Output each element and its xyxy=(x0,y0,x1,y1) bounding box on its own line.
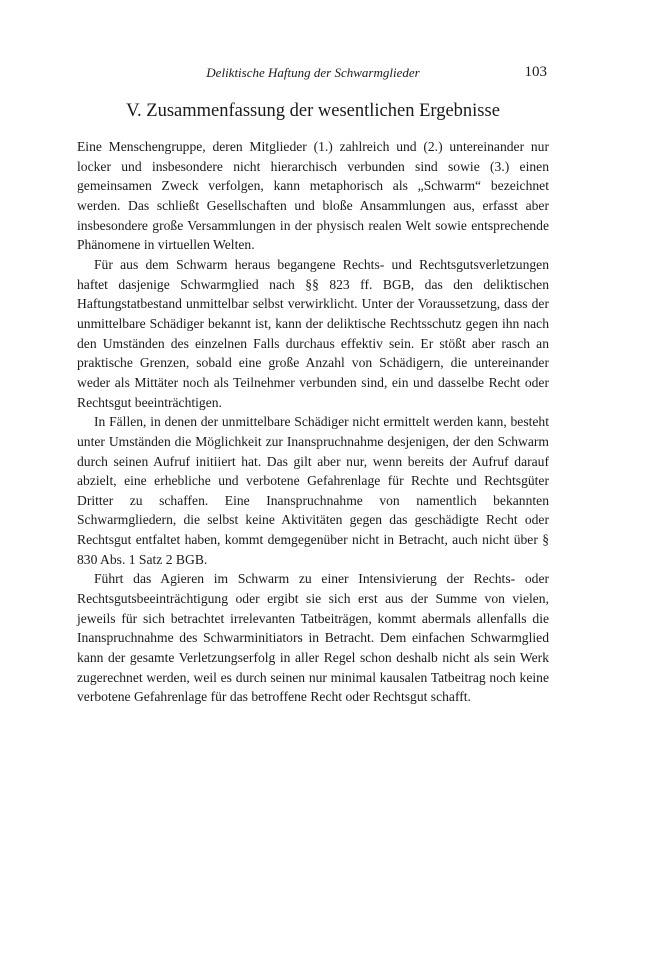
body-text xyxy=(77,137,549,707)
paragraph: Eine Menschengruppe, deren Mitglieder (1.) zahlreich und (2.) untereinander nur locker und insbesondere nicht hierarchisch verbunden sind sowie (3.) einen gemeinsamen Zweck verfolgen, kann metaphorisch als „Schwarm“ bezeichnet werden. Das schließt Gesellschaften und bloße Ansammlungen aus, erfasst aber insbesondere große Versammlungen in der physisch realen Welt sowie entsprechende Phänomene in virtuellen Welten. xyxy=(77,139,549,253)
running-title: Deliktische Haftung der Schwarmglieder xyxy=(206,65,420,80)
paragraph: Für aus dem Schwarm heraus begangene Rechts- und Rechtsgutsverletzungen haftet dasjenige Schwarmglied nach §§ 823 ff. BGB, das den deliktischen Haftungstatbestand unmittelbar selbst verwirklicht. Unter der Voraussetzung, dass der unmittelbare Schädiger bekannt ist, kann der deliktische Rechtsschutz gegen ihn nach den Umständen des einzelnen Falls durchaus effektiv sein. Er stößt aber rasch an praktische Grenzen, sobald eine große Anzahl von Schädigern, die untereinander weder als Mittäter noch als Teilnehmer verbunden sind, ein und dasselbe Recht oder Rechtsgut beeinträchtigen. xyxy=(77,256,549,410)
paragraph: Führt das Agieren im Schwarm zu einer Intensivierung der Rechts- oder Rechtsgutsbeeinträchtigung oder ergibt sie sich erst aus der Summe von vielen, jeweils für sich betrachtet irrelevanten Tatbeiträgen, kommt abermals allenfalls die Inanspruchnahme des Schwarminitiators in Betracht. Dem einfachen Schwarmglied kann der gesamte Verletzungserfolg in aller Regel schon deshalb nicht als sein Werk zugerechnet werden, weil es durch seinen nur minimal kausalen Tatbeitrag noch keine verbotene Gefahrenlage für das betroffene Recht oder Rechtsgut schafft. xyxy=(77,571,549,705)
running-header xyxy=(77,64,549,82)
section-heading: V. Zusammenfassung der wesentlichen Ergebnisse xyxy=(126,101,500,121)
page-number: 103 xyxy=(524,64,547,80)
paragraph: In Fällen, in denen der unmittelbare Schädiger nicht ermittelt werden kann, besteht unter Umständen die Möglichkeit zur Inanspruchnahme desjenigen, der den Schwarm durch seinen Aufruf initiiert hat. Das gilt aber nur, wenn bereits der Aufruf darauf abzielt, eine erhebliche und verbotene Gefahrenlage für Rechte und Rechtsgüter Dritter zu schaffen. Eine Inanspruchnahme von namentlich bekannten Schwarmgliedern, die selbst keine Aktivitäten gegen das geschädigte Recht oder Rechtsgut entfaltet haben, kommt demgegenüber nicht in Betracht, auch nicht über § 830 Abs. 1 Satz 2 BGB. xyxy=(77,414,549,567)
